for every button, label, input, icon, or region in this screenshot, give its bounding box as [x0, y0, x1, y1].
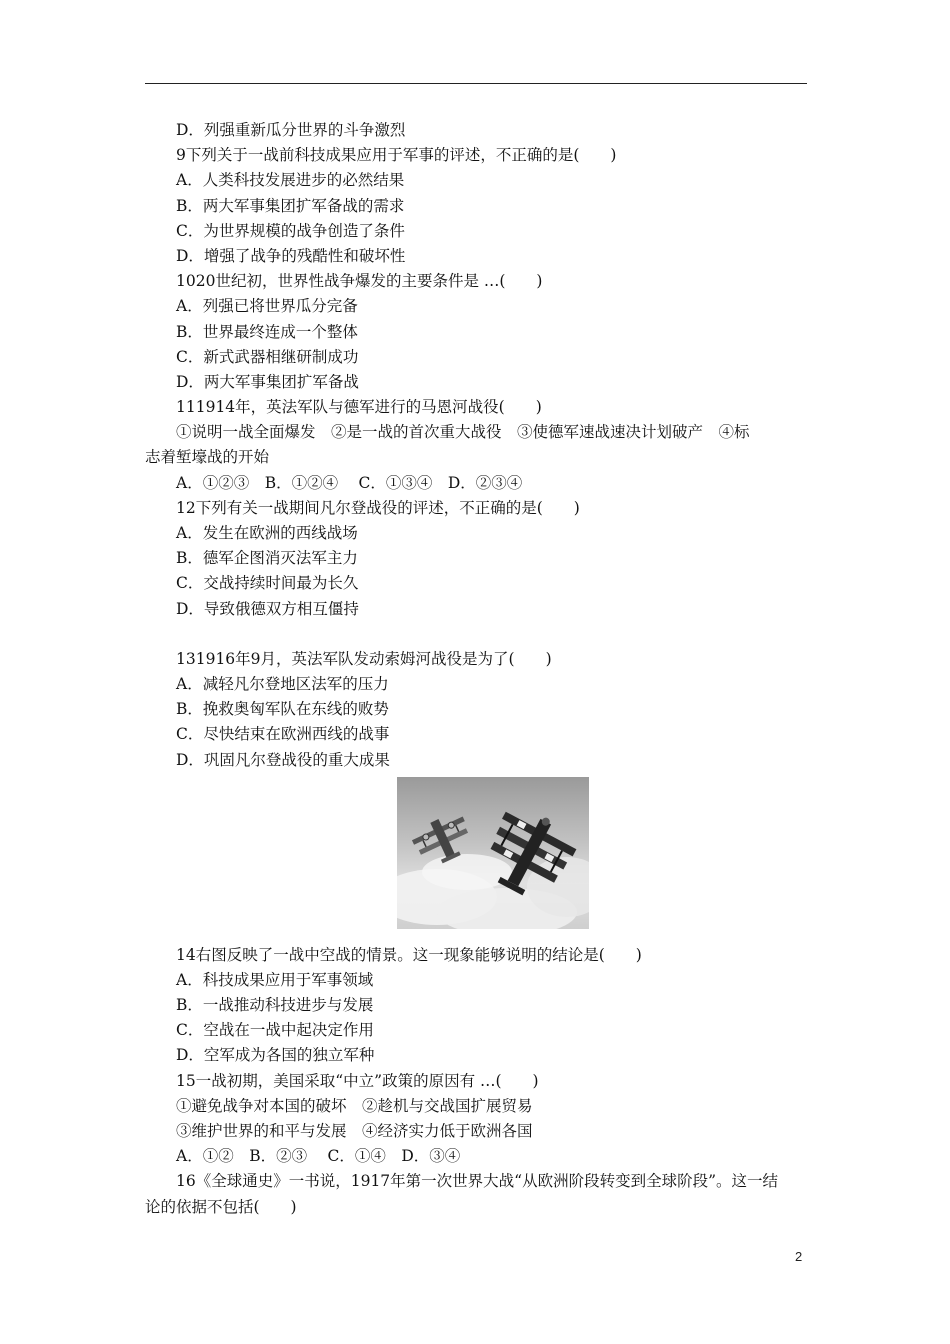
text-line: A．发生在欧洲的西线战场	[176, 524, 358, 542]
text-line: A．①② B．②③ C．①④ D．③④	[176, 1147, 461, 1166]
text-line: 志着堑壕战的开始	[145, 448, 270, 467]
page-content	[145, 118, 807, 1220]
text-line: A．科技成果应用于军事领域	[176, 970, 374, 989]
text-line: 131916年9月，英法军队发动索姆河战役是为了( )	[176, 649, 552, 668]
text-line: D．导致俄德双方相互僵持	[176, 599, 359, 618]
text-line: ①避免战争对本国的破坏 ②趁机与交战国扩展贸易	[176, 1096, 533, 1115]
text-line: 16《全球通史》一书说，1917年第一次世界大战“从欧洲阶段转变到全球阶段”。这一结	[176, 1172, 779, 1191]
questions-9-to-12	[145, 118, 807, 622]
text-line: B．挽救奥匈军队在东线的败势	[176, 700, 389, 719]
text-line: 9下列关于一战前科技成果应用于军事的评述，不正确的是( )	[176, 146, 617, 165]
text-line: B．两大军事集团扩军备战的需求	[176, 196, 405, 215]
text-line: 14右图反映了一战中空战的情景。这一现象能够说明的结论是( )	[176, 945, 642, 964]
text-line: C．新式武器相继研制成功	[176, 347, 359, 366]
text-line: D．增强了战争的残酷性和破坏性	[176, 246, 406, 265]
text-line: B．德军企图消灭法军主力	[176, 549, 358, 568]
text-line: 1020世纪初，世界性战争爆发的主要条件是 …( )	[176, 272, 543, 291]
text-line: 12下列有关一战期间凡尔登战役的评述，不正确的是( )	[176, 498, 580, 517]
text-line: D．两大军事集团扩军备战	[176, 372, 359, 391]
text-line: C．空战在一战中起决定作用	[176, 1021, 374, 1040]
text-line: 15一战初期，美国采取“中立”政策的原因有 …( )	[176, 1071, 539, 1090]
figure-container	[145, 777, 807, 937]
text-line: ③维护世界的和平与发展 ④经济实力低于欧洲各国	[176, 1122, 533, 1140]
text-line: D．列强重新瓜分世界的斗争激烈	[176, 121, 406, 139]
blank-line	[145, 622, 807, 647]
question-13	[145, 647, 807, 773]
text-line: C．为世界规模的战争创造了条件	[176, 221, 405, 240]
text-line: D．巩固凡尔登战役的重大成果	[176, 750, 390, 769]
text-line: A．列强已将世界瓜分完备	[176, 297, 358, 316]
text-line: A．减轻凡尔登地区法军的压力	[176, 674, 389, 693]
text-line: B．一战推动科技进步与发展	[176, 996, 374, 1015]
text-line: ①说明一战全面爆发 ②是一战的首次重大战役 ③使德军速战速决计划破产 ④标	[176, 423, 750, 442]
text-line: B．世界最终连成一个整体	[176, 322, 358, 341]
text-line: 111914年，英法军队与德军进行的马恩河战役( )	[176, 398, 542, 417]
text-line: D．空军成为各国的独立军种	[176, 1046, 375, 1065]
questions-14-to-16	[145, 943, 807, 1220]
text-line: 论的依据不包括( )	[145, 1197, 297, 1216]
text-line: C．交战持续时间最为长久	[176, 574, 359, 593]
text-line: C．尽快结束在欧洲西线的战事	[176, 725, 390, 744]
header-rule	[145, 83, 807, 84]
text-line: A．人类科技发展进步的必然结果	[176, 171, 405, 190]
text-line: A．①②③ B．①②④ C．①③④ D．②③④	[176, 473, 523, 492]
page-number: 2	[795, 1249, 803, 1264]
aerial-combat-illustration	[397, 777, 589, 929]
